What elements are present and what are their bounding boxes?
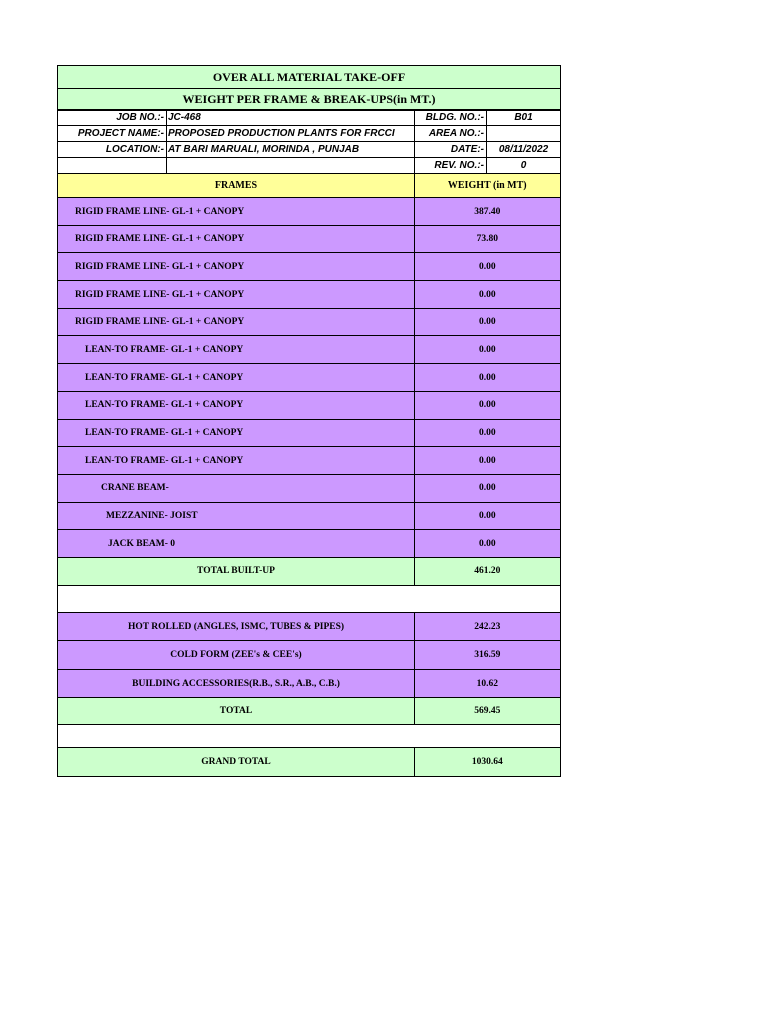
rev-value: 0 bbox=[486, 157, 561, 174]
location-value: AT BARI MARUALI, MORINDA , PUNJAB bbox=[166, 141, 415, 158]
frame-weight: 387.40 bbox=[414, 197, 562, 226]
material-name: HOT ROLLED (ANGLES, ISMC, TUBES & PIPES) bbox=[57, 612, 415, 642]
table-row bbox=[57, 308, 561, 337]
sheet-subtitle: WEIGHT PER FRAME & BREAK-UPS(in MT.) bbox=[57, 88, 561, 111]
grand-total-value: 1030.64 bbox=[414, 747, 562, 777]
table-row bbox=[57, 446, 561, 475]
frame-weight: 0.00 bbox=[414, 252, 562, 281]
area-label: AREA NO.:- bbox=[414, 125, 487, 142]
frame-weight: 0.00 bbox=[414, 391, 562, 420]
rev-label: REV. NO.:- bbox=[414, 157, 487, 174]
total-builtup-value: 461.20 bbox=[414, 557, 562, 586]
frame-name: JACK BEAM- 0 bbox=[57, 529, 415, 558]
project-value: PROPOSED PRODUCTION PLANTS FOR FRCCI bbox=[166, 125, 415, 142]
job-value: JC-468 bbox=[166, 109, 415, 126]
bldg-value: B01 bbox=[486, 109, 561, 126]
job-label: JOB NO.:- bbox=[57, 109, 167, 126]
table-row bbox=[57, 391, 561, 420]
table-row bbox=[57, 419, 561, 448]
frame-weight: 0.00 bbox=[414, 308, 562, 337]
frame-name: RIGID FRAME LINE- GL-1 + CANOPY bbox=[57, 225, 415, 254]
info-row-project bbox=[57, 125, 561, 142]
frame-name: LEAN-TO FRAME- GL-1 + CANOPY bbox=[57, 446, 415, 475]
material-weight: 316.59 bbox=[414, 640, 562, 670]
table-row bbox=[57, 502, 561, 531]
table-row bbox=[57, 197, 561, 226]
frame-name: CRANE BEAM- bbox=[57, 474, 415, 503]
frame-weight: 0.00 bbox=[414, 363, 562, 392]
table-row bbox=[57, 529, 561, 558]
spacer-row bbox=[57, 724, 561, 749]
frame-name: RIGID FRAME LINE- GL-1 + CANOPY bbox=[57, 280, 415, 309]
frame-name: LEAN-TO FRAME- GL-1 + CANOPY bbox=[57, 391, 415, 420]
grand-total-row bbox=[57, 747, 561, 777]
location-label: LOCATION:- bbox=[57, 141, 167, 158]
grand-total-label: GRAND TOTAL bbox=[57, 747, 415, 777]
frame-name: LEAN-TO FRAME- GL-1 + CANOPY bbox=[57, 363, 415, 392]
table-row bbox=[57, 474, 561, 503]
material-takeoff-sheet bbox=[57, 65, 561, 777]
table-row bbox=[57, 612, 561, 642]
info-row-location bbox=[57, 141, 561, 158]
material-name: COLD FORM (ZEE's & CEE's) bbox=[57, 640, 415, 670]
frame-name: MEZZANINE- JOIST bbox=[57, 502, 415, 531]
table-row bbox=[57, 669, 561, 699]
frame-weight: 0.00 bbox=[414, 446, 562, 475]
table-header-row bbox=[57, 173, 561, 199]
col-header-weight: WEIGHT (in MT) bbox=[414, 173, 562, 199]
info-row-job bbox=[57, 109, 561, 126]
total-label: TOTAL bbox=[57, 697, 415, 725]
frame-weight: 0.00 bbox=[414, 280, 562, 309]
frame-weight: 0.00 bbox=[414, 335, 562, 364]
total-value: 569.45 bbox=[414, 697, 562, 725]
frame-name: RIGID FRAME LINE- GL-1 + CANOPY bbox=[57, 308, 415, 337]
frame-name: RIGID FRAME LINE- GL-1 + CANOPY bbox=[57, 197, 415, 226]
rev-blank-value bbox=[166, 157, 415, 174]
frame-weight: 0.00 bbox=[414, 529, 562, 558]
total-builtup-row bbox=[57, 557, 561, 586]
col-header-frames: FRAMES bbox=[57, 173, 415, 199]
frame-weight: 73.80 bbox=[414, 225, 562, 254]
rev-blank-label bbox=[57, 157, 167, 174]
total-row bbox=[57, 697, 561, 725]
table-row bbox=[57, 640, 561, 670]
bldg-label: BLDG. NO.:- bbox=[414, 109, 487, 126]
project-label: PROJECT NAME:- bbox=[57, 125, 167, 142]
date-value: 08/11/2022 bbox=[486, 141, 561, 158]
table-row bbox=[57, 363, 561, 392]
table-row bbox=[57, 335, 561, 364]
material-name: BUILDING ACCESSORIES(R.B., S.R., A.B., C.B.) bbox=[57, 669, 415, 699]
material-weight: 242.23 bbox=[414, 612, 562, 642]
frame-weight: 0.00 bbox=[414, 419, 562, 448]
frame-name: LEAN-TO FRAME- GL-1 + CANOPY bbox=[57, 419, 415, 448]
table-row bbox=[57, 252, 561, 281]
frame-name: LEAN-TO FRAME- GL-1 + CANOPY bbox=[57, 335, 415, 364]
table-row bbox=[57, 225, 561, 254]
material-weight: 10.62 bbox=[414, 669, 562, 699]
area-value bbox=[486, 125, 561, 142]
total-builtup-label: TOTAL BUILT-UP bbox=[57, 557, 415, 586]
sheet-title: OVER ALL MATERIAL TAKE-OFF bbox=[57, 65, 561, 89]
frame-weight: 0.00 bbox=[414, 502, 562, 531]
frame-name: RIGID FRAME LINE- GL-1 + CANOPY bbox=[57, 252, 415, 281]
table-row bbox=[57, 280, 561, 309]
date-label: DATE:- bbox=[414, 141, 487, 158]
spacer-row bbox=[57, 584, 561, 613]
info-row-rev bbox=[57, 157, 561, 174]
frame-weight: 0.00 bbox=[414, 474, 562, 503]
